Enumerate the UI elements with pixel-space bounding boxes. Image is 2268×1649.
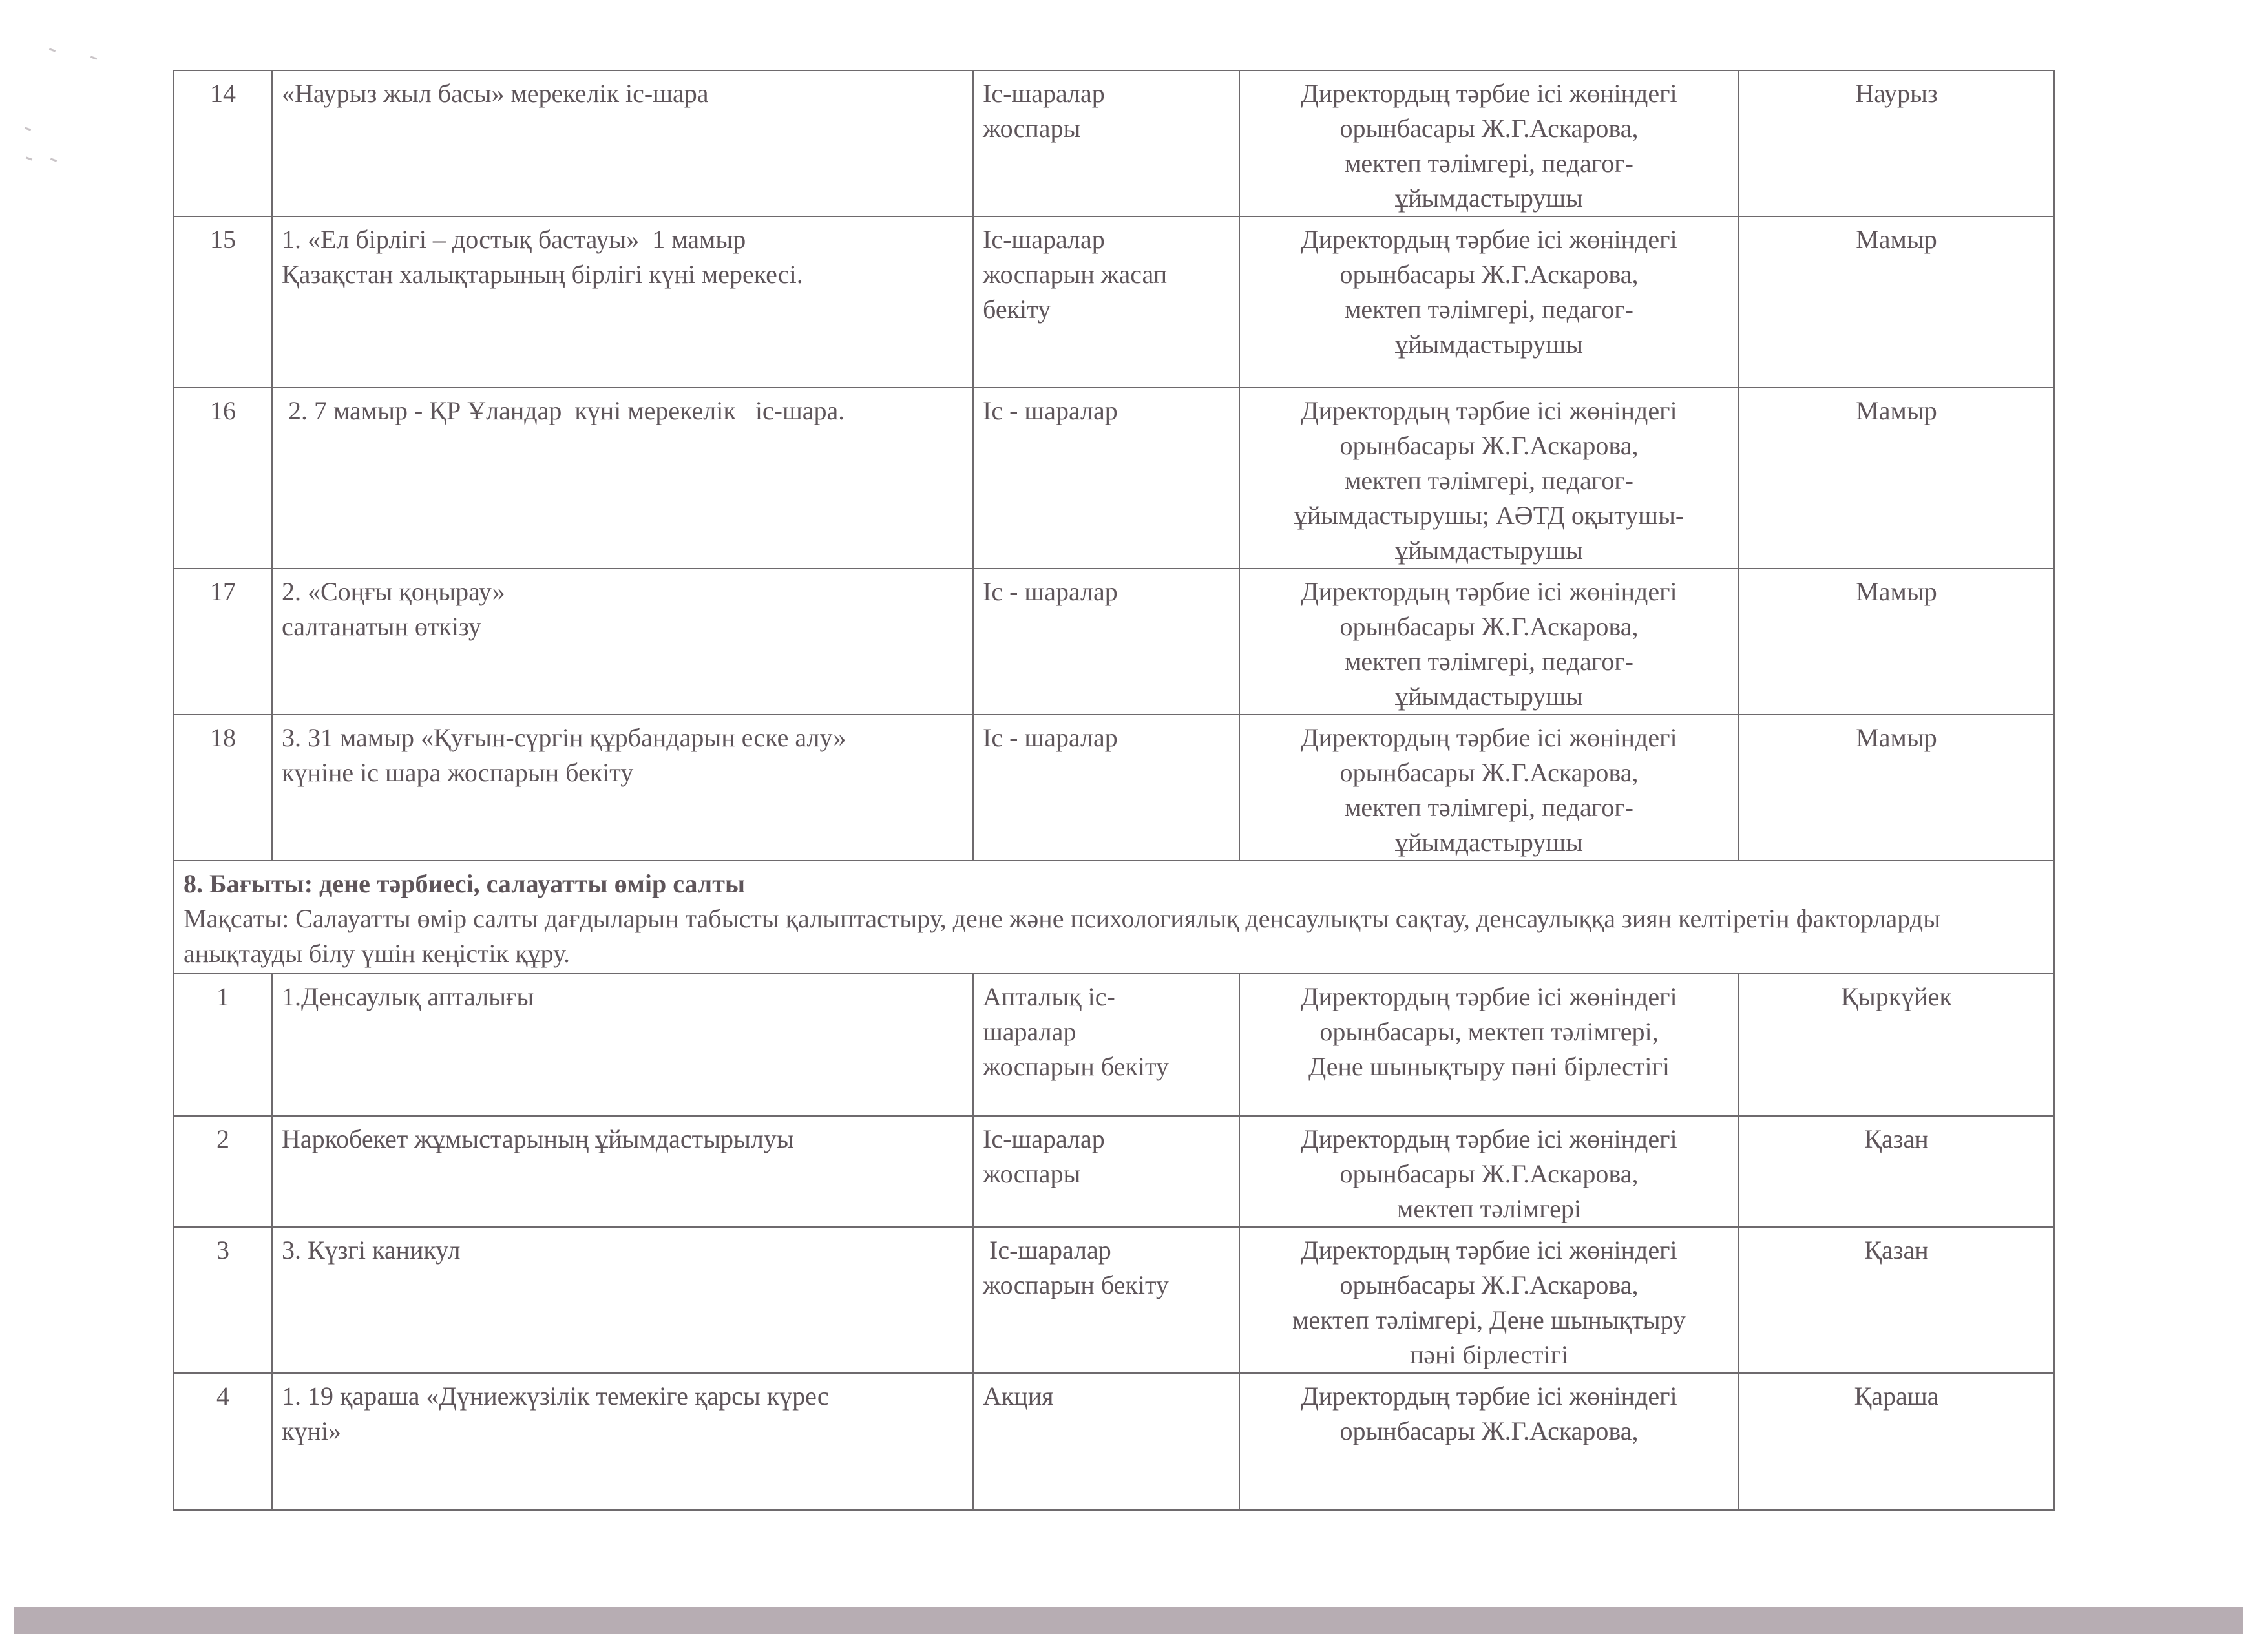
responsible-line: мектеп тәлімгері, педагог- — [1345, 793, 1633, 822]
form-cell — [973, 1116, 1239, 1227]
term-cell: Мамыр — [1739, 216, 2054, 388]
section-header — [174, 861, 2054, 974]
responsible-line: мектеп тәлімгері — [1397, 1194, 1581, 1223]
event-line: 1.Денсаулық апталығы — [282, 982, 534, 1011]
event-line: 1. «Ел бірлігі – достық бастауы» 1 мамыр — [282, 225, 746, 254]
row-number: 3 — [174, 1227, 272, 1373]
scan-speck — [49, 48, 56, 52]
table-body-part2 — [174, 974, 2054, 1510]
form-line: Іс-шаралар — [983, 1235, 1111, 1265]
form-cell — [973, 974, 1239, 1116]
form-line: жоспарын жасап — [983, 260, 1168, 289]
term-cell: Мамыр — [1739, 569, 2054, 715]
form-line: жоспары — [983, 114, 1081, 143]
responsible-line: ұйымдастырушы — [1395, 536, 1583, 565]
section-title: 8. Бағыты: дене тәрбиесі, салауатты өмір салты — [184, 869, 746, 898]
responsible-line: мектеп тәлімгері, Дене шынықтыру — [1292, 1305, 1686, 1334]
responsible-line: орынбасары Ж.Г.Аскарова, — [1339, 260, 1639, 289]
table-row — [174, 216, 2054, 388]
responsible-line: ұйымдастырушы — [1395, 184, 1583, 213]
event-cell — [272, 974, 973, 1116]
term-cell: Наурыз — [1739, 70, 2054, 216]
responsible-line: ұйымдастырушы — [1395, 828, 1583, 857]
responsible-line: Директордың тәрбие ісі жөніндегі — [1301, 577, 1677, 606]
form-line: Іс - шаралар — [983, 396, 1118, 425]
term-cell: Қазан — [1739, 1227, 2054, 1373]
form-line: Іс-шаралар — [983, 79, 1105, 108]
responsible-line: Директордың тәрбие ісі жөніндегі — [1301, 1381, 1677, 1411]
responsible-line: орынбасары Ж.Г.Аскарова, — [1339, 758, 1639, 787]
form-line: Іс-шаралар — [983, 1124, 1105, 1153]
responsible-cell — [1239, 1373, 1739, 1510]
responsible-cell — [1239, 388, 1739, 569]
form-line: Іс - шаралар — [983, 723, 1118, 752]
term-cell: Мамыр — [1739, 715, 2054, 861]
form-cell — [973, 216, 1239, 388]
responsible-line: орынбасары, мектеп тәлімгері, — [1319, 1017, 1659, 1046]
responsible-cell — [1239, 1116, 1739, 1227]
row-number: 17 — [174, 569, 272, 715]
responsible-line: орынбасары Ж.Г.Аскарова, — [1339, 114, 1639, 143]
table-row — [174, 1227, 2054, 1373]
event-cell — [272, 1227, 973, 1373]
event-line: 1. 19 қараша «Дүниежүзілік темекіге қарсы күрес — [282, 1381, 829, 1411]
responsible-cell — [1239, 569, 1739, 715]
responsible-line: мектеп тәлімгері, педагог- — [1345, 647, 1633, 676]
form-line: бекіту — [983, 295, 1051, 324]
form-cell — [973, 70, 1239, 216]
responsible-line: мектеп тәлімгері, педагог- — [1345, 295, 1633, 324]
event-cell — [272, 388, 973, 569]
event-line: күні» — [282, 1416, 341, 1445]
responsible-line: мектеп тәлімгері, педагог- — [1345, 466, 1633, 495]
scanner-edge-band — [14, 1607, 2243, 1634]
table-row — [174, 70, 2054, 216]
event-line: 3. 31 мамыр «Қуғын-сүргін құрбандарын еске алу» — [282, 723, 846, 752]
responsible-cell — [1239, 216, 1739, 388]
row-number: 4 — [174, 1373, 272, 1510]
row-number: 1 — [174, 974, 272, 1116]
event-line: 2. «Соңғы қоңырау» — [282, 577, 505, 606]
responsible-line: орынбасары Ж.Г.Аскарова, — [1339, 431, 1639, 460]
form-line: жоспарын бекіту — [983, 1052, 1169, 1081]
scan-speck — [90, 56, 97, 59]
table-row — [174, 1116, 2054, 1227]
row-number: 16 — [174, 388, 272, 569]
scan-speck — [26, 156, 32, 160]
table-row — [174, 715, 2054, 861]
responsible-cell — [1239, 974, 1739, 1116]
table-row — [174, 974, 2054, 1116]
form-cell — [973, 388, 1239, 569]
responsible-line: мектеп тәлімгері, педагог- — [1345, 149, 1633, 178]
section-goal: Мақсаты: Салауатты өмір салты дағдыларын табысты қалыптастыру, дене және психологиялық денсаулықты сақтау, денсаулыққа зиян келтіретін факторларды анықтауды білу үшін кеңістік құру. — [184, 904, 1940, 968]
responsible-cell — [1239, 715, 1739, 861]
form-line: Акция — [983, 1381, 1054, 1411]
event-line: «Наурыз жыл басы» мерекелік іс-шара — [282, 79, 709, 108]
table-body-part1 — [174, 70, 2054, 861]
form-line: шаралар — [983, 1017, 1076, 1046]
form-cell — [973, 715, 1239, 861]
scan-speck — [50, 158, 57, 162]
responsible-line: Директордың тәрбие ісі жөніндегі — [1301, 396, 1677, 425]
event-cell — [272, 569, 973, 715]
table-row — [174, 388, 2054, 569]
form-cell — [973, 1227, 1239, 1373]
form-line: Іс-шаралар — [983, 225, 1105, 254]
responsible-line: Директордың тәрбие ісі жөніндегі — [1301, 982, 1677, 1011]
term-cell: Қазан — [1739, 1116, 2054, 1227]
event-cell — [272, 715, 973, 861]
responsible-line: Директордың тәрбие ісі жөніндегі — [1301, 79, 1677, 108]
scan-speck — [25, 127, 31, 131]
responsible-line: Директордың тәрбие ісі жөніндегі — [1301, 1235, 1677, 1265]
responsible-line: ұйымдастырушы — [1395, 682, 1583, 711]
event-line: Қазақстан халықтарының бірлігі күні мерекесі. — [282, 260, 803, 289]
section-row — [174, 861, 2054, 974]
responsible-cell — [1239, 1227, 1739, 1373]
responsible-line: орынбасары Ж.Г.Аскарова, — [1339, 1270, 1639, 1299]
responsible-line: орынбасары Ж.Г.Аскарова, — [1339, 612, 1639, 641]
responsible-line: орынбасары Ж.Г.Аскарова, — [1339, 1416, 1639, 1445]
event-cell — [272, 1116, 973, 1227]
event-line: Наркобекет жұмыстарының ұйымдастырылуы — [282, 1124, 794, 1153]
row-number: 18 — [174, 715, 272, 861]
responsible-cell — [1239, 70, 1739, 216]
event-cell — [272, 70, 973, 216]
responsible-line: Директордың тәрбие ісі жөніндегі — [1301, 723, 1677, 752]
form-cell — [973, 569, 1239, 715]
section-cell — [174, 861, 2054, 974]
form-line: жоспарын бекіту — [983, 1270, 1169, 1299]
event-line: күніне іс шара жоспарын бекіту — [282, 758, 634, 787]
responsible-line: ұйымдастырушы; АӘТД оқытушы- — [1294, 501, 1685, 530]
table-row — [174, 569, 2054, 715]
responsible-line: орынбасары Ж.Г.Аскарова, — [1339, 1159, 1639, 1188]
term-cell: Қараша — [1739, 1373, 2054, 1510]
event-line: 2. 7 мамыр - ҚР Ұландар күні мерекелік іс-шара. — [282, 396, 845, 425]
event-cell — [272, 1373, 973, 1510]
row-number: 14 — [174, 70, 272, 216]
event-line: 3. Күзгі каникул — [282, 1235, 461, 1265]
table-row — [174, 1373, 2054, 1510]
form-cell — [973, 1373, 1239, 1510]
event-line: салтанатын өткізу — [282, 612, 481, 641]
responsible-line: пәні бірлестігі — [1409, 1340, 1569, 1369]
form-line: жоспары — [983, 1159, 1081, 1188]
event-cell — [272, 216, 973, 388]
row-number: 2 — [174, 1116, 272, 1227]
responsible-line: Директордың тәрбие ісі жөніндегі — [1301, 1124, 1677, 1153]
responsible-line: ұйымдастырушы — [1395, 330, 1583, 359]
responsible-line: Дене шынықтыру пәні бірлестігі — [1308, 1052, 1670, 1081]
event-plan-table — [173, 70, 2055, 1511]
responsible-line: Директордың тәрбие ісі жөніндегі — [1301, 225, 1677, 254]
term-cell: Қыркүйек — [1739, 974, 2054, 1116]
term-cell: Мамыр — [1739, 388, 2054, 569]
form-line: Апталық іс- — [983, 982, 1115, 1011]
row-number: 15 — [174, 216, 272, 388]
form-line: Іс - шаралар — [983, 577, 1118, 606]
